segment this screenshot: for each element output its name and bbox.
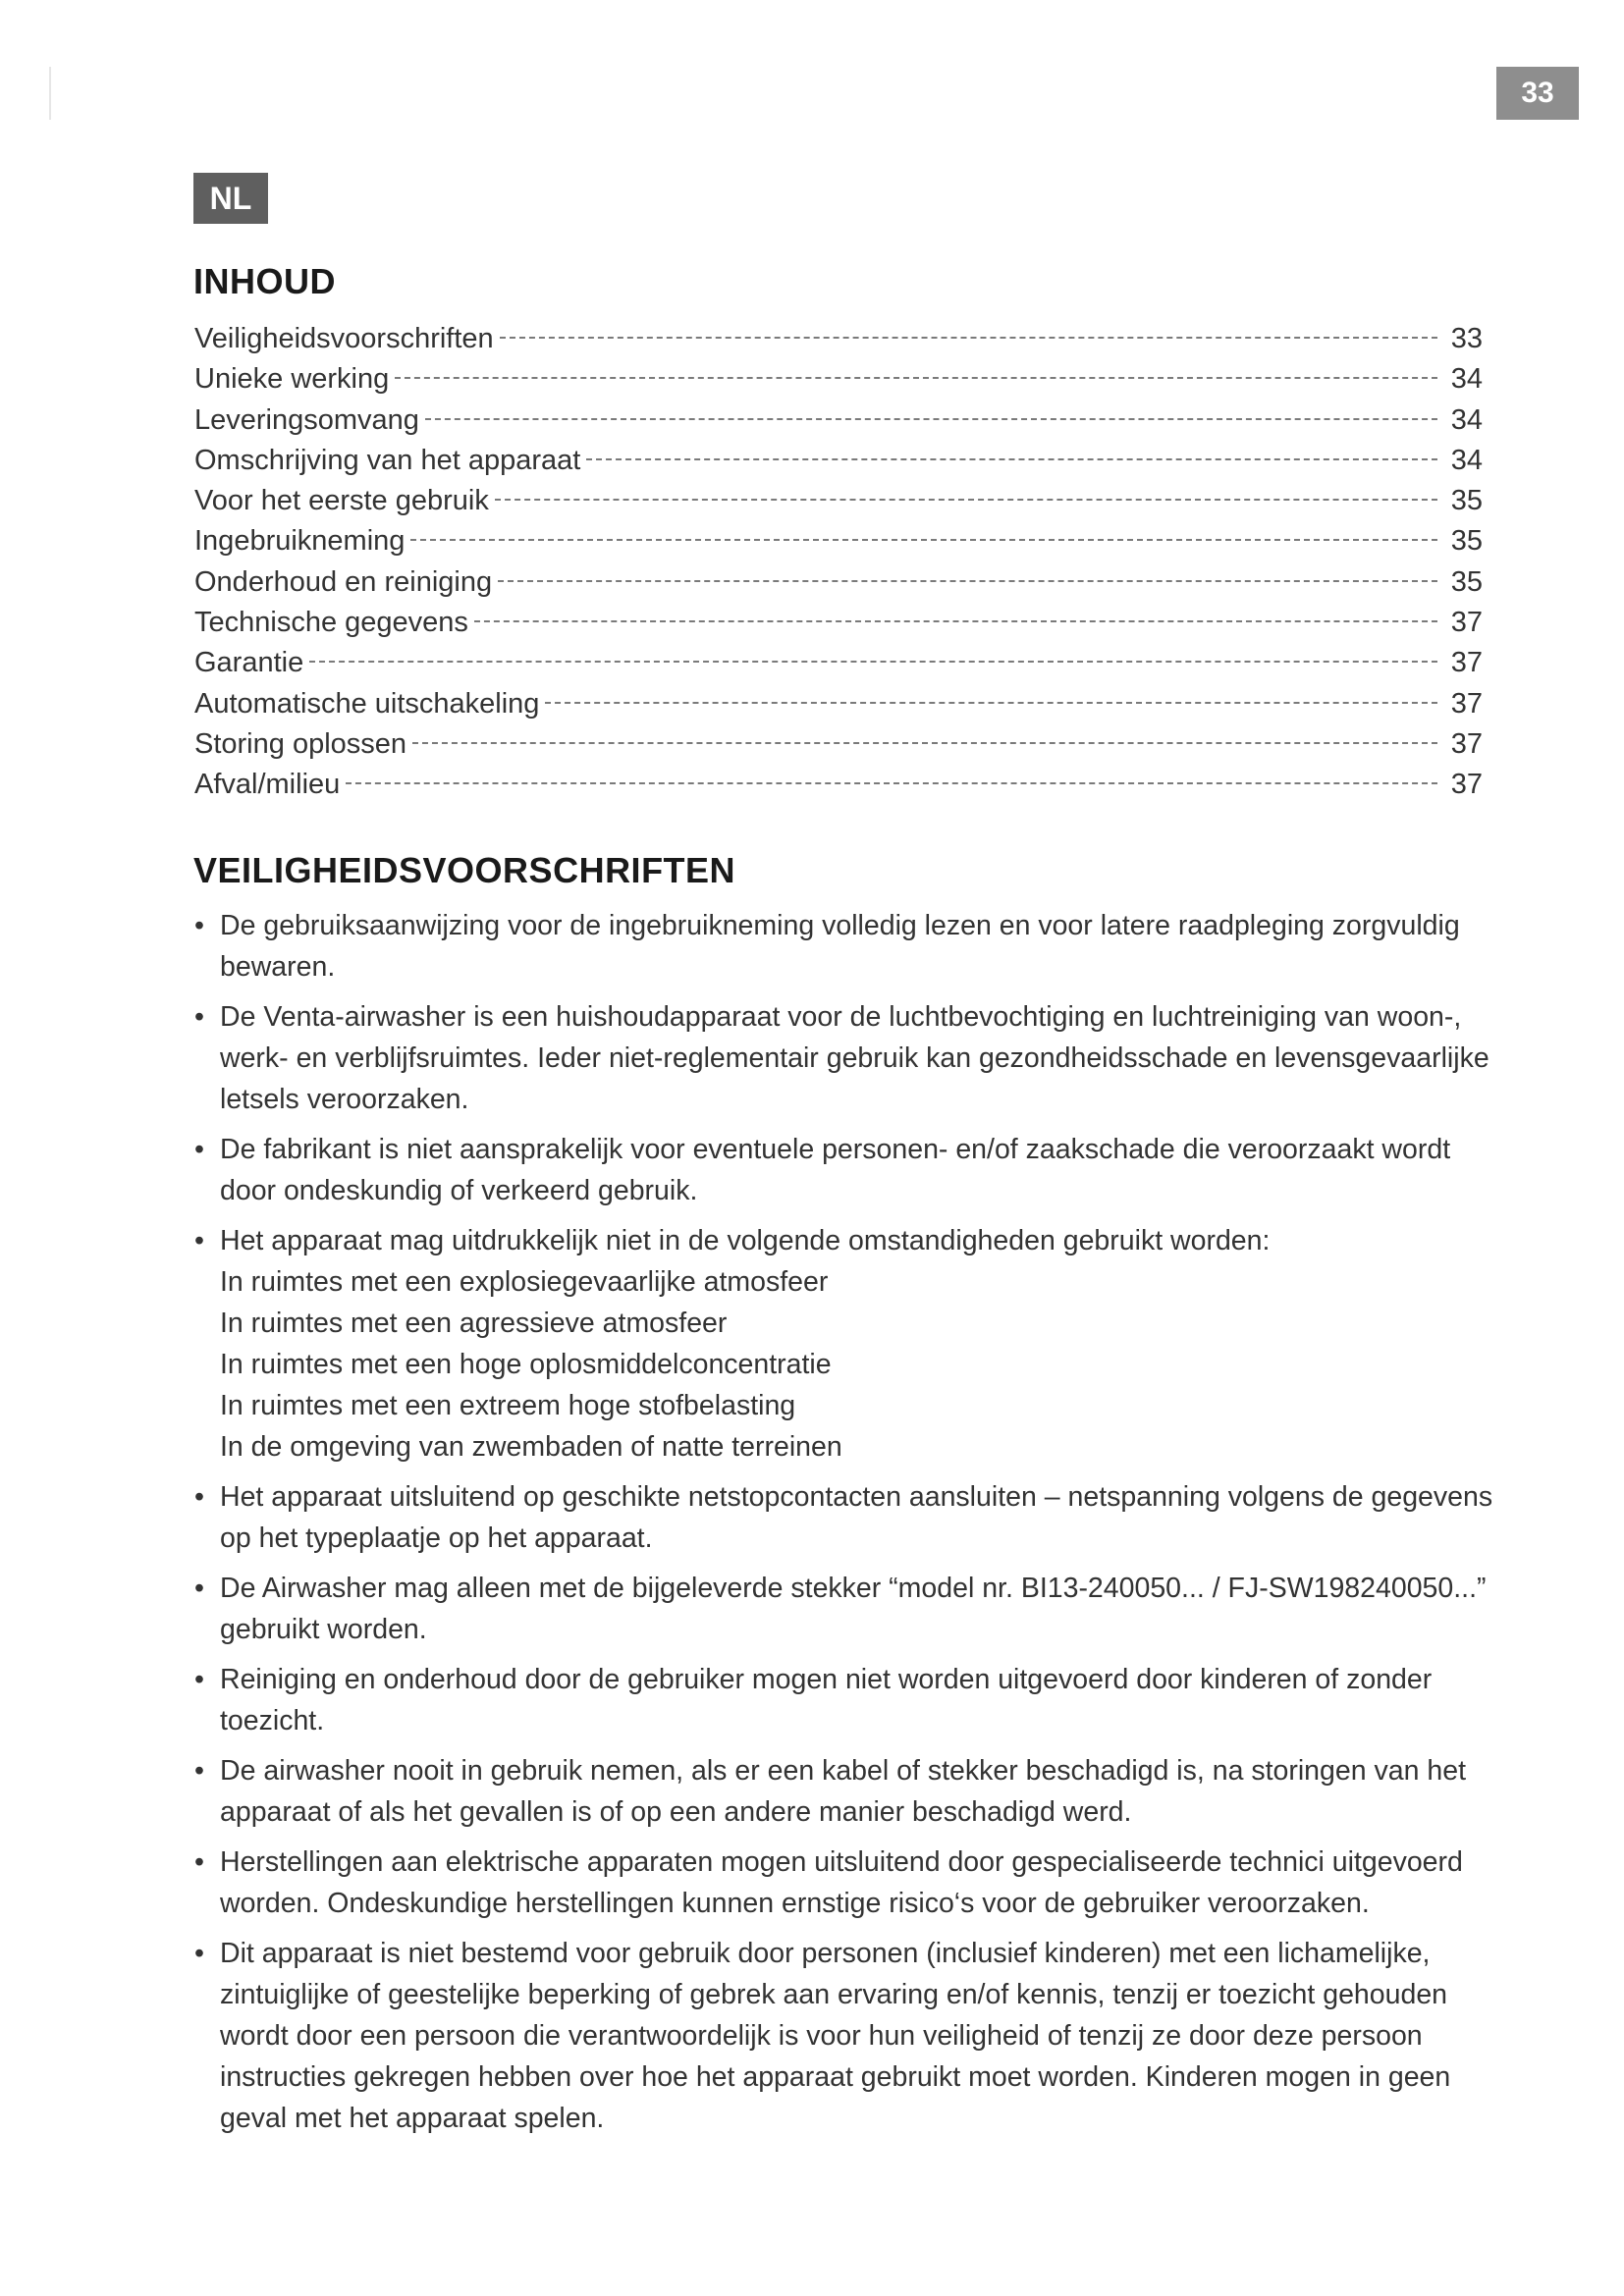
toc-leader-dots [425, 418, 1437, 420]
toc-entry-page: 35 [1450, 565, 1483, 598]
toc-entry-page: 37 [1450, 727, 1483, 760]
toc-entry [194, 647, 1483, 687]
safety-rule [194, 1568, 1510, 1650]
safety-rule-text: Het apparaat mag uitdrukkelijk niet in de volgende omstandigheden gebruikt worden: [220, 1225, 1271, 1256]
safety-rule [194, 1476, 1510, 1559]
safety-rule-text: Reiniging en onderhoud door de gebruiker mogen niet worden uitgevoerd door kinderen of zonder toezicht. [220, 1664, 1433, 1736]
safety-rule [194, 905, 1510, 988]
safety-sub-item: In de omgeving van zwembaden of natte terreinen [220, 1431, 842, 1463]
toc-entry [194, 525, 1483, 565]
safety-rule-text: Herstellingen aan elektrische apparaten mogen uitsluitend door gespecialiseerde technici uitgevoerd worden. Ondeskundige herstellingen kunnen ernstige risico‘s voor de gebruiker veroorzaken. [220, 1846, 1463, 1919]
toc-entry-title: Storing oplossen [194, 727, 407, 760]
toc-entry [194, 445, 1483, 485]
toc-entry-title: Omschrijving van het apparaat [194, 444, 581, 476]
toc-leader-dots [410, 539, 1437, 541]
toc-entry-page: 35 [1450, 525, 1483, 558]
bullet-icon: • [194, 1938, 204, 1969]
toc-entry-page: 34 [1450, 403, 1483, 436]
safety-rule [194, 1842, 1510, 1924]
toc-entry-page: 34 [1450, 444, 1483, 476]
page-number-badge: 33 [1496, 67, 1579, 120]
toc-leader-dots [395, 377, 1437, 379]
table-of-contents [194, 323, 1483, 810]
toc-entry [194, 404, 1483, 445]
toc-entry-title: Automatische uitschakeling [194, 687, 540, 720]
toc-entry [194, 363, 1483, 403]
bullet-icon: • [194, 910, 204, 941]
toc-entry [194, 688, 1483, 728]
safety-rule-text: Het apparaat uitsluitend op geschikte netstopcontacten aansluiten – netspanning volgens de gegevens op het typeplaatje op het apparaat. [220, 1481, 1493, 1554]
toc-leader-dots [309, 661, 1437, 663]
toc-leader-dots [545, 702, 1437, 704]
toc-entry-title: Onderhoud en reiniging [194, 565, 493, 598]
toc-leader-dots [498, 580, 1437, 582]
bullet-icon: • [194, 1664, 204, 1695]
safety-rule [194, 1129, 1510, 1211]
margin-rule [49, 67, 51, 120]
toc-entry-page: 33 [1450, 323, 1483, 354]
safety-heading: VEILIGHEIDSVOORSCHRIFTEN [193, 850, 736, 890]
toc-entry-title: Voor het eerste gebruik [194, 485, 489, 517]
toc-leader-dots [495, 499, 1437, 501]
safety-rule-text: De gebruiksaanwijzing voor de ingebruikneming volledig lezen en voor latere raadpleging zorgvuldig bewaren. [220, 910, 1460, 983]
safety-sub-item: In ruimtes met een hoge oplosmiddelconcentratie [220, 1349, 832, 1380]
toc-entry [194, 769, 1483, 809]
toc-entry-title: Afval/milieu [194, 769, 341, 801]
toc-entry [194, 728, 1483, 769]
toc-entry-title: Technische gegevens [194, 607, 468, 639]
toc-entry-page: 37 [1450, 769, 1483, 801]
safety-rule [194, 1933, 1510, 2139]
safety-rule [194, 1220, 1510, 1468]
safety-rule-text: Dit apparaat is niet bestemd voor gebruik door personen (inclusief kinderen) met een lichamelijke, zintuiglijke of geestelijke beperking of gebrek aan ervaring en/of kennis, tenzij er toezicht gehouden wordt door een persoon die verantwoordelijk is voor hun veiligheid of tenzij ze door deze persoon instructies gekregen hebben over hoe het apparaat gebruikt moet worden. Kinderen mogen in geen geval met het apparaat spelen. [220, 1938, 1451, 2134]
safety-rule-text: De fabrikant is niet aansprakelijk voor eventuele personen- en/of zaakschade die veroorzaakt wordt door ondeskundig of verkeerd gebruik. [220, 1134, 1451, 1206]
safety-sub-item: In ruimtes met een explosiegevaarlijke atmosfeer [220, 1266, 829, 1298]
language-badge: NL [193, 173, 268, 224]
safety-sub-item: In ruimtes met een extreem hoge stofbelasting [220, 1390, 796, 1421]
toc-entry [194, 485, 1483, 525]
toc-entry-page: 37 [1450, 647, 1483, 679]
toc-leader-dots [500, 337, 1437, 339]
bullet-icon: • [194, 1134, 204, 1165]
bullet-icon: • [194, 1846, 204, 1878]
toc-entry-page: 35 [1450, 485, 1483, 517]
toc-entry-title: Veiligheidsvoorschriften [194, 323, 494, 354]
toc-entry-page: 37 [1450, 607, 1483, 639]
bullet-icon: • [194, 1573, 204, 1604]
toc-leader-dots [586, 458, 1437, 460]
bullet-icon: • [194, 1001, 204, 1033]
toc-entry-title: Garantie [194, 647, 304, 679]
toc-entry-title: Leveringsomvang [194, 403, 419, 436]
safety-rule [194, 1750, 1510, 1833]
toc-leader-dots [412, 742, 1437, 744]
toc-entry-title: Ingebruikneming [194, 525, 406, 558]
safety-rule-text: De Airwasher mag alleen met de bijgeleverde stekker “model nr. BI13-240050... / FJ-SW198240050...” gebruikt worden. [220, 1573, 1487, 1645]
toc-heading: INHOUD [193, 261, 336, 301]
bullet-icon: • [194, 1225, 204, 1256]
safety-rule-text: De Venta-airwasher is een huishoudapparaat voor de luchtbevochtiging en luchtreiniging van woon-, werk- en verblijfsruimtes. Ieder niet-reglementair gebruik kan gezondheidsschade en levensgevaarlijke letsels veroorzaken. [220, 1001, 1489, 1115]
toc-leader-dots [474, 620, 1437, 622]
safety-rules-list [194, 905, 1510, 2148]
toc-entry [194, 566, 1483, 607]
toc-entry-page: 37 [1450, 687, 1483, 720]
bullet-icon: • [194, 1755, 204, 1787]
safety-rule [194, 1659, 1510, 1741]
safety-rule-text: De airwasher nooit in gebruik nemen, als er een kabel of stekker beschadigd is, na storingen van het apparaat of als het gevallen is of op een andere manier beschadigd werd. [220, 1755, 1466, 1828]
toc-entry-title: Unieke werking [194, 363, 390, 396]
safety-sub-item: In ruimtes met een agressieve atmosfeer [220, 1308, 728, 1339]
toc-entry [194, 607, 1483, 647]
safety-rule [194, 996, 1510, 1120]
toc-entry [194, 323, 1483, 363]
toc-entry-page: 34 [1450, 363, 1483, 396]
toc-leader-dots [346, 782, 1437, 784]
bullet-icon: • [194, 1481, 204, 1513]
